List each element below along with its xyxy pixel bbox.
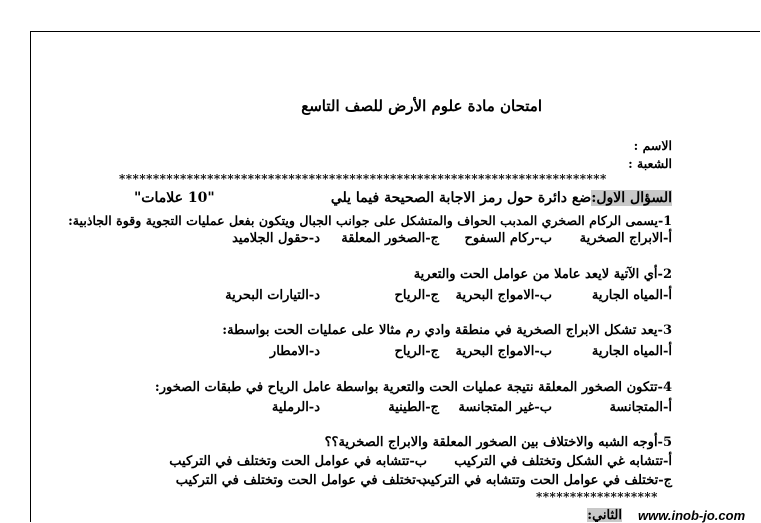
option-a: أ-المتجانسة bbox=[609, 400, 672, 415]
option-a: أ-المياه الجارية bbox=[591, 344, 672, 359]
option-b: ب-الامواج البحرية bbox=[455, 288, 552, 303]
option-d: د-حقول الجلاميد bbox=[232, 231, 320, 246]
name-label: الاسم : bbox=[633, 138, 672, 153]
option-b: ب-الامواج البحرية bbox=[455, 344, 552, 359]
divider-short: ****************** bbox=[536, 490, 658, 504]
option-a: أ-تتشابه غي الشكل وتختلف في التركيب bbox=[454, 454, 672, 469]
option-d: د-تختلف في عوامل الحت وتختلف في التركيب bbox=[175, 473, 427, 488]
option-b: ب-غير المتجانسة bbox=[458, 400, 552, 415]
website-watermark: www.inob-jo.com bbox=[638, 508, 746, 523]
option-a: أ-المياه الجارية bbox=[591, 288, 672, 303]
question-text: 3-يعد تشكل الابراج الصخرية في منطقة وادي رم مثالا على عمليات الحت بواسطة: bbox=[222, 323, 672, 338]
option-d: د-الامطار bbox=[269, 344, 320, 359]
question-text: 5-أوجه الشبه والاختلاف بين الصخور المعلقة والابراج الصخرية؟؟ bbox=[324, 435, 672, 450]
option-c: ج-الرياح bbox=[394, 288, 439, 303]
option-d: د-الرملية bbox=[271, 400, 320, 415]
option-c: ج-تختلف في عوامل الحت وتتشابه في التركيب bbox=[418, 473, 672, 488]
section-label: الشعبة : bbox=[628, 156, 672, 171]
question-text: 1-يسمى الركام الصخري المدبب الحواف والمتشكل على جوانب الجبال ويتكون بفعل عمليات التجوية وقوة الجاذبية: bbox=[68, 213, 672, 228]
question-1-marks: "10 علامات" bbox=[134, 190, 215, 206]
option-b: ب-تتشابه في عوامل الحت وتختلف في التركيب bbox=[169, 454, 427, 469]
divider-long: ************************************************************************ bbox=[119, 172, 607, 186]
option-b: ب-ركام السفوح bbox=[464, 231, 552, 246]
question-1-heading bbox=[331, 190, 672, 206]
question-text: 2-أي الآتية لايعد عاملا من عوامل الحت والتعرية bbox=[413, 267, 672, 282]
option-c: ج-الطينية bbox=[388, 400, 439, 415]
option-a: أ-الابراج الصخرية bbox=[579, 231, 672, 246]
question-1-instruction: ضع دائرة حول رمز الاجابة الصحيحة فيما يلي bbox=[330, 190, 592, 206]
option-c: ج-الرياح bbox=[394, 344, 439, 359]
question-1-label: السؤال الاول: bbox=[591, 190, 672, 206]
exam-page bbox=[30, 31, 760, 522]
question-text: 4-تتكون الصخور المعلقة نتيجة عمليات الحت والتعرية بواسطة عامل الرياح في طبقات الصخور: bbox=[154, 380, 672, 395]
question-2-label: الثاني: bbox=[587, 508, 622, 522]
option-d: د-التيارات البحرية bbox=[225, 288, 320, 303]
exam-title: امتحان مادة علوم الأرض للصف التاسع bbox=[301, 97, 542, 115]
option-c: ج-الصخور المعلقة bbox=[341, 231, 439, 246]
